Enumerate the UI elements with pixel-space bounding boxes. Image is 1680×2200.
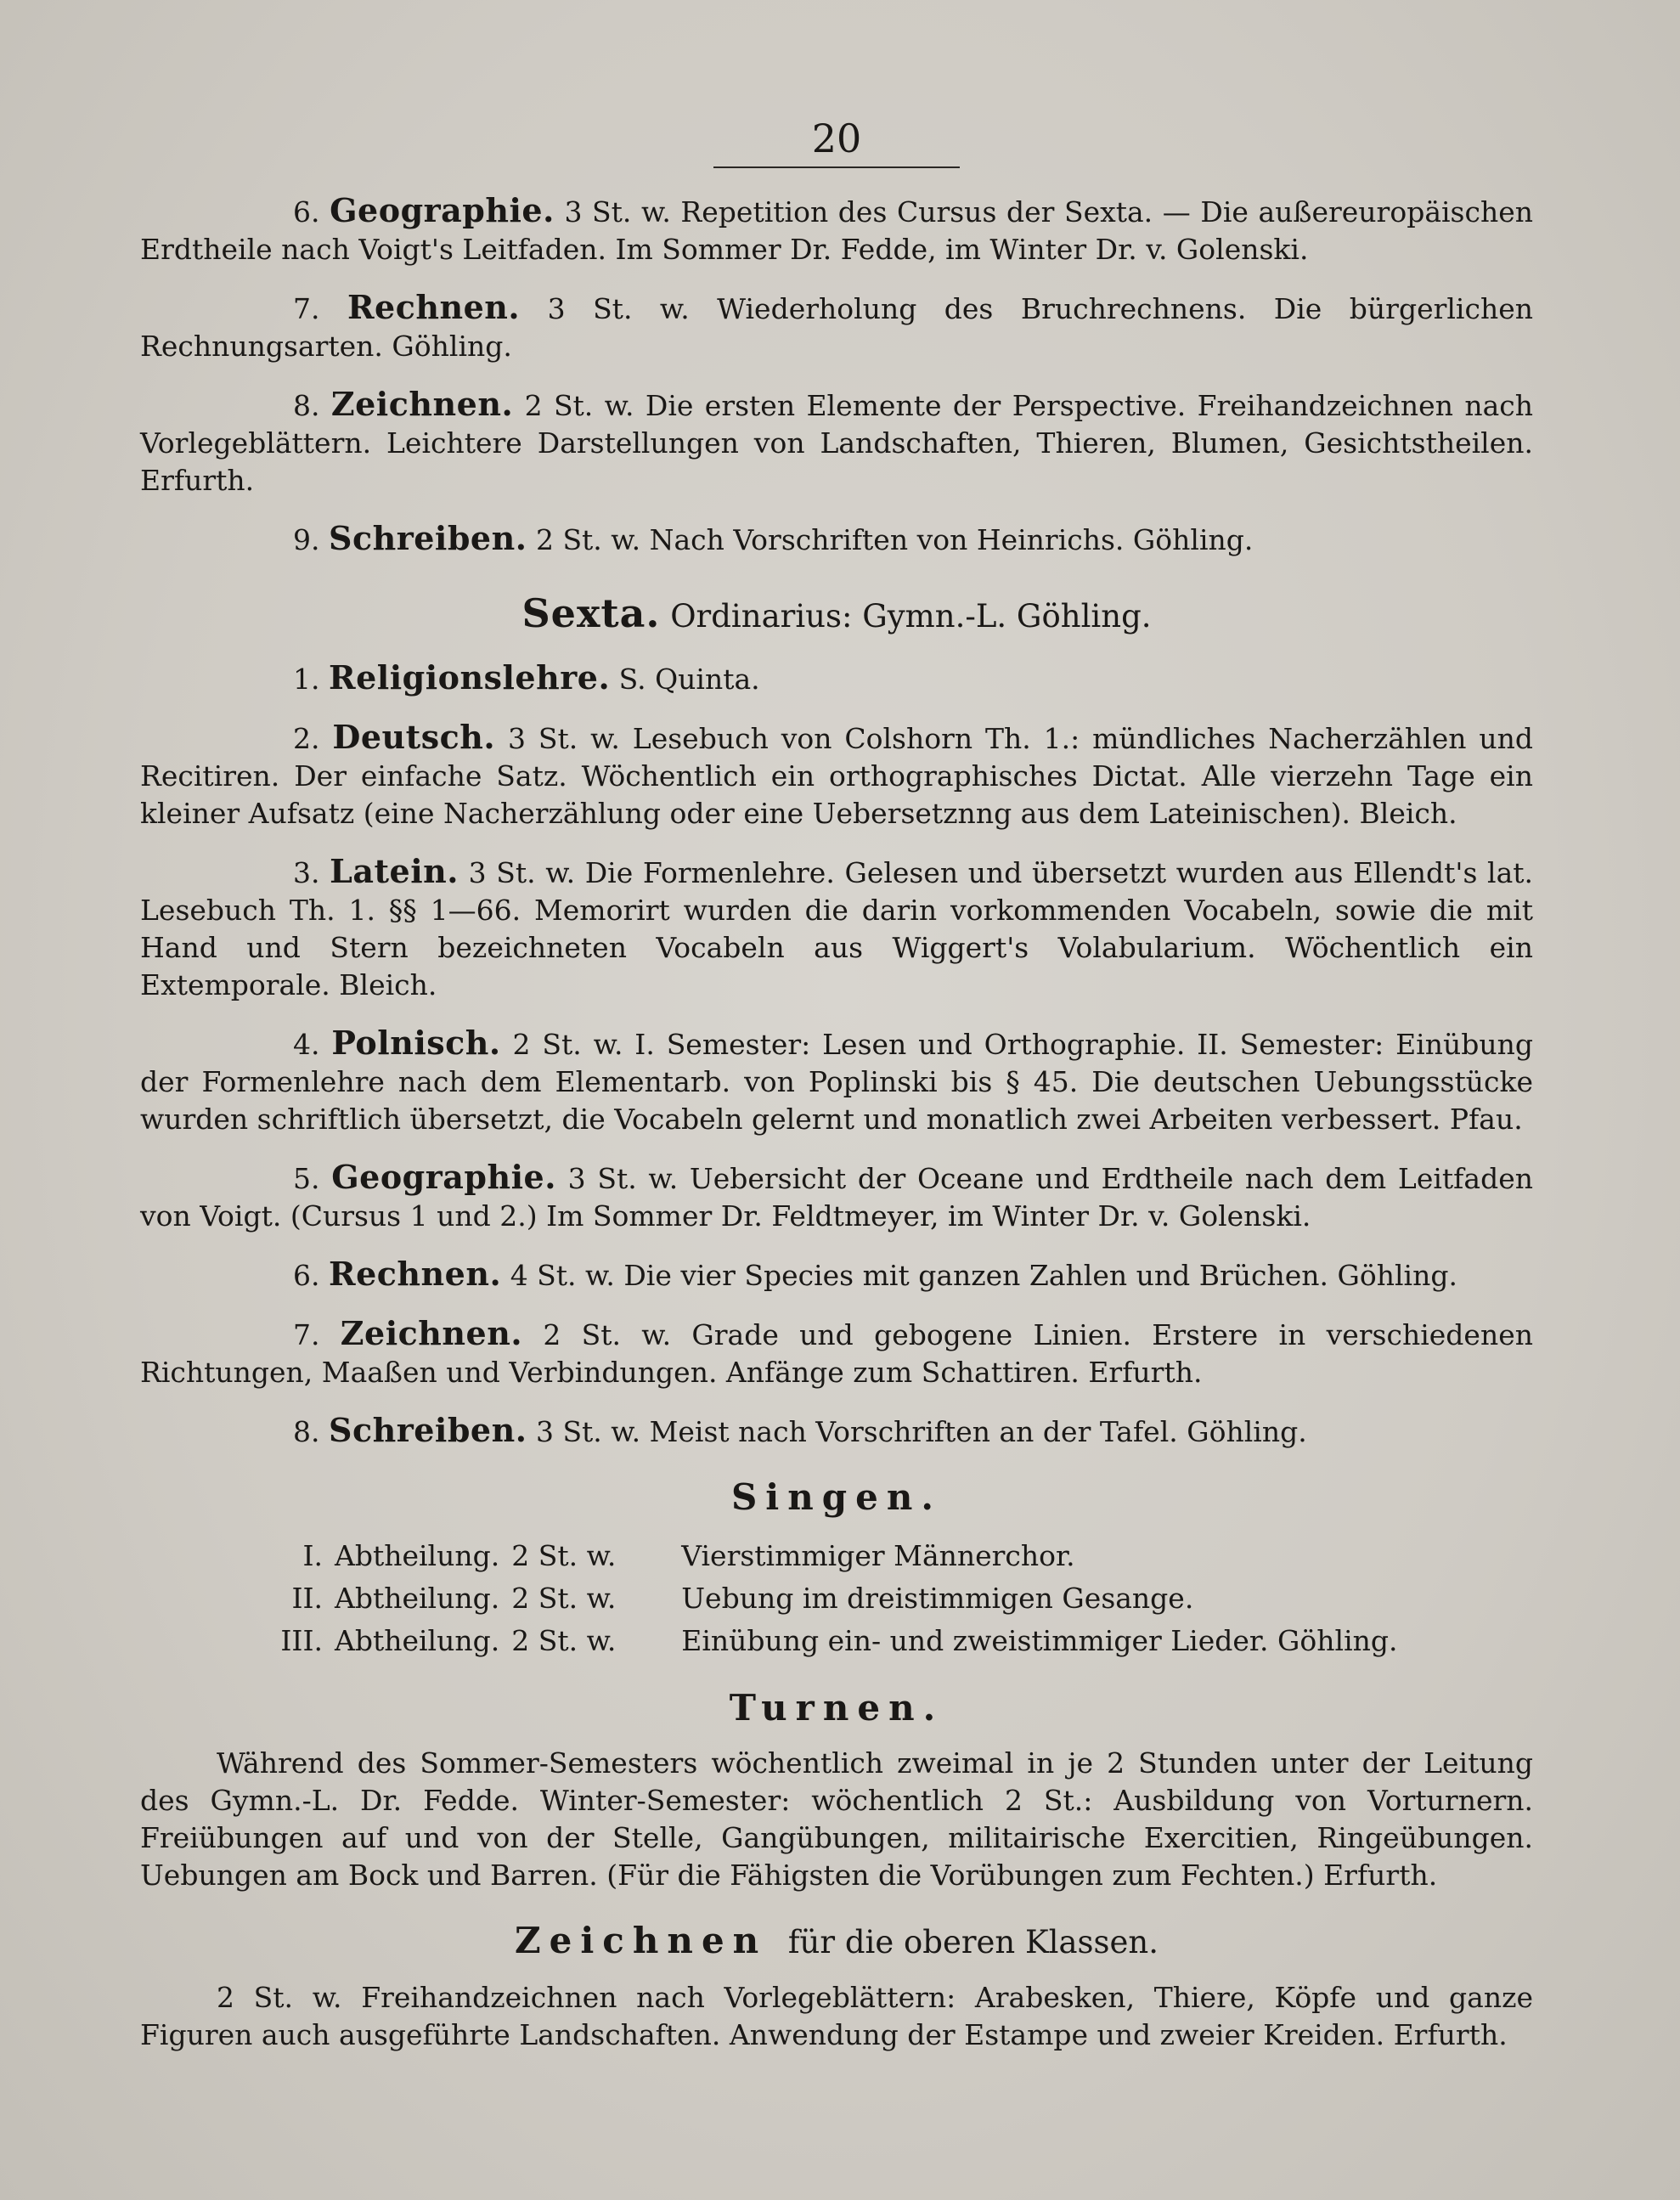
list-item [140,853,1533,1004]
class-heading [140,590,1533,637]
item-text: 2 St. w. Nach Vorschriften von Heinrichs. Göhling. [535,523,1254,556]
subject-title: Rechnen. [329,1255,502,1293]
list-item [140,520,1533,559]
zeichnen-text: 2 St. w. Freihandzeichnen nach Vorlegeblättern: Arabesken, Thiere, Köpfe und ganze Figuren auch ausgeführte Landschaften. Anwendung der Estampe und zweier Kreiden. Erfurth. [140,1981,1533,2051]
subject-title: Schreiben. [329,1411,527,1449]
subject-title: Deutsch. [332,718,496,756]
item-number: 5. [293,1162,320,1195]
singen-heading: Singen. [730,1476,943,1518]
hours: 2 St. w. [511,1581,617,1615]
item-number: 8. [293,389,320,422]
abtheilung-label: Abtheilung. [335,1623,500,1657]
subject-title: Geographie. [330,191,555,229]
subject-title: Religionslehre. [329,658,611,697]
turnen-text: Während des Sommer-Semesters wöchentlich zweimal in je 2 Stunden unter der Leitung des Gymn.-L. Dr. Fedde. Winter-Semester: wöchentlich 2 St.: Ausbildung von Vorturnern. Freiübungen auf und von der Stelle, Gangübungen, militairische Exercitien, Ringeübungen. Uebungen am Bock und Barren. (Für die Fähigsten die Vorübungen zum Fechten.) Erfurth. [140,1746,1533,1892]
item-number: 6. [293,1259,320,1292]
zeichnen-heading-rest: für die oberen Klassen. [787,1924,1159,1960]
item-text: 3 St. w. Uebersicht der Oceane und Erdtheile nach dem Leitfaden von Voigt. (Cursus 1 und 2.) Im Sommer Dr. Feldtmeyer, im Winter Dr. v. Golenski. [140,1162,1533,1233]
roman-numeral: I. [302,1538,323,1572]
abtheilung-label: Abtheilung. [335,1538,500,1572]
list-item [140,1024,1533,1138]
table-row [272,1619,1398,1661]
subject-title: Latein. [330,852,459,890]
page-number: 20 [811,116,862,161]
roman-numeral: III. [280,1623,323,1657]
list-item [140,1315,1533,1391]
item-text: 4 St. w. Die vier Species mit ganzen Zahlen und Brüchen. Göhling. [510,1259,1457,1292]
item-number: 8. [293,1415,320,1448]
list-item [140,289,1533,365]
table-row [272,1534,1398,1577]
subject-title: Geographie. [331,1158,556,1196]
list-item [140,659,1533,698]
item-text: 3 St. w. Wiederholung des Bruchrechnens. Die bürgerlichen Rechnungsarten. Göhling. [140,292,1533,363]
list-item [140,1255,1533,1295]
item-number: 6. [293,195,320,228]
subject-title: Zeichnen. [340,1314,523,1352]
item-number: 4. [293,1028,320,1061]
item-text: 2 St. w. I. Semester: Lesen und Orthographie. II. Semester: Einübung der Formenlehre nach dem Elementarb. von Poplinski bis § 45. Die deutschen Uebungsstücke wurden schriftlich übersetzt, die Vocabeln gelernt und monatlich zwei Arbeiten verbessert. Pfau. [140,1028,1534,1136]
subject-title: Schreiben. [329,519,527,557]
turnen-heading: Turnen. [729,1687,944,1729]
item-text: S. Quinta. [618,663,760,696]
description: Einübung ein- und zweistimmiger Lieder. Göhling. [681,1623,1398,1657]
ordinarius: Ordinarius: Gymn.-L. Göhling. [670,598,1152,635]
list-item [140,386,1533,499]
item-number: 3. [293,856,320,889]
item-text: 3 St. w. Lesebuch von Colshorn Th. 1.: mündliches Nacherzählen und Recitiren. Der einfache Satz. Wöchentlich ein orthographisches Dictat. Alle vierzehn Tage ein kleiner Aufsatz (eine Nacherzählung oder eine Uebersetznng aus dem Lateinischen). Bleich. [140,722,1533,830]
list-item [140,719,1533,832]
hours: 2 St. w. [511,1623,617,1657]
abtheilung-label: Abtheilung. [335,1581,500,1615]
item-number: 7. [293,292,320,325]
zeichnen-heading [140,1920,1533,1964]
item-text: 3 St. w. Meist nach Vorschriften an der Tafel. Göhling. [535,1415,1307,1448]
list-item [140,1159,1533,1235]
item-text: 2 St. w. Die ersten Elemente der Perspective. Freihandzeichnen nach Vorlegeblättern. Leichtere Darstellungen von Landschaften, Thieren, Blumen, Gesichtstheilen. Erfurth. [140,389,1533,497]
item-number: 7. [293,1318,320,1351]
sexta-list [140,659,1533,1451]
description: Uebung im dreistimmigen Gesange. [681,1581,1194,1615]
item-text: 3 St. w. Die Formenlehre. Gelesen und übersetzt wurden aus Ellendt's lat. Lesebuch Th. 1. §§ 1—66. Memorirt wurden die darin vorkommenden Vocabeln, sowie die mit Hand und Stern bezeichneten Vocabeln aus Wiggert's Volabularium. Wöchentlich ein Extemporale. Bleich. [140,856,1533,1001]
list-item [140,1412,1533,1451]
class-name: Sexta. [521,590,661,636]
item-number: 9. [293,523,320,556]
item-number: 2. [293,722,320,755]
item-number: 1. [293,663,320,696]
item-text: 3 St. w. Repetition des Cursus der Sexta. — Die außereuropäischen Erdtheile nach Voigt's Leitfaden. Im Sommer Dr. Fedde, im Winter Dr. v. Golenski. [140,195,1534,266]
item-text: 2 St. w. Grade und gebogene Linien. Erstere in verschiedenen Richtungen, Maaßen und Verbindungen. Anfänge zum Schattiren. Erfurth. [140,1318,1533,1389]
page-content [140,116,1534,2054]
subject-title: Rechnen. [347,288,521,326]
quinta-continuation [140,192,1533,559]
singen-table [272,1534,1398,1661]
list-item [140,192,1533,268]
hours: 2 St. w. [511,1538,617,1572]
table-row [272,1577,1398,1619]
description: Vierstimmiger Männerchor. [681,1538,1075,1572]
subject-title: Zeichnen. [330,385,514,423]
page-number-rule [713,166,960,168]
roman-numeral: II. [291,1581,323,1615]
subject-title: Polnisch. [331,1024,501,1062]
zeichnen-heading-main: Zeichnen [514,1920,768,1961]
